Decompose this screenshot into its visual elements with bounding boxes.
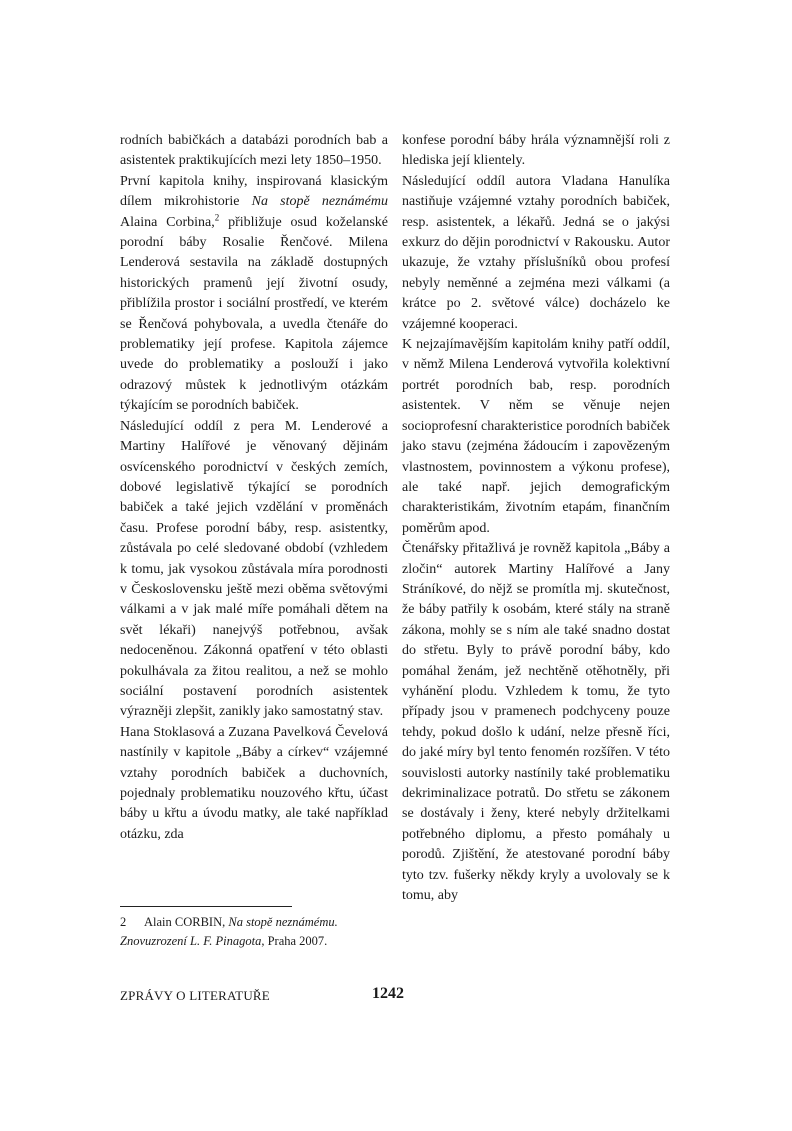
footnote-reference: 2	[214, 211, 220, 222]
footnote-publication: , Praha 2007.	[261, 934, 328, 948]
footnote-title-italic: Na stopě neznámému. Znovuzrození L. F. Pinagota	[120, 915, 338, 948]
paragraph: Čtenářsky přitažlivá je rovněž kapitola „Báby a zločin“ autorek Martiny Halířové a Jany Stráníkové, do nějž se promítla mj. skutečnost, že báby patřily k osobám, které stály na straně zákona, mohly se s ním ale také snadno dostat do střetu. Byly to právě porodní báby, kdo pomáhal ženám, jež nechtěně otěhotněly, při vyhánění plodu. Vzhledem k tomu, že tyto případy jsou v pramenech podchyceny pouze tehdy, pokud došlo k udání, nelze přesně říci, do jaké míry byl tento fenomén rozšířen. V této souvislosti autorky nastínily také problematiku dekriminalizace potratů. Do střetu se zákonem se dostávaly i ženy, které nebyly držitelkami potřebného diplomu, a přesto pomáhaly u porodů. Zjištění, že atestované porodní báby tyto tzv. fušerky někdy kryly a uvolovaly se k tomu, aby	[402, 541, 670, 904]
footnote-number: 2	[120, 915, 127, 929]
text-run: přibližuje osud koželanské porodní báby Rosalie Řenčové. Milena Lenderová sestavila na základě dostupných historických pramenů její životní osudy, přiblížila prostor i sociální prostředí, ve kterém se Řenčová pohybovala, a uvedla čtenáře do problematiky její profese. Kapitola zájemce uvede do problematiky a poslouží i jako odrazový můstek k jednotlivým otázkám týkajícím se porodních babiček.	[120, 214, 389, 414]
page-number: 1242	[372, 985, 404, 1002]
running-title: ZPRÁVY O LITERATUŘE	[120, 988, 270, 1003]
paragraph-first-chapter	[120, 172, 388, 417]
footnote-divider	[120, 906, 292, 907]
paragraph: Následující oddíl z pera M. Lenderové a Martiny Halířové je věnovaný dějinám osvícenského porodnictví v českých zemích, dobové legislativě týkající se porodních babiček a také jejich vzdělání v proměnách času. Profese porodní báby, resp. asistentky, zůstávala po celé sledované období (vzhledem k tomu, jak vysokou zůstávala míra porodnosti v Československu ještě mezi oběma světovými válkami a v jak malé míře pomáhali dětem na svět lékaři) nanejvýš potřebnou, avšak nedoceněnou. Zákonná opatření v této oblasti pokulhávala za žitou realitou, a než se mohlo sociální postavení porodních asistentek výrazněji zlepšit, zanikly jako samostatný stav.	[120, 418, 388, 720]
left-text-column	[120, 131, 388, 845]
paragraph: Hana Stoklasová a Zuzana Pavelková Čevelová nastínily v kapitole „Báby a církev“ vzájemné vztahy porodních babiček a duchovních, pojednaly problematiku nouzového křtu, účast báby u křtu a úvodu matky, ale také například otázku, zda	[120, 724, 388, 842]
paragraph: rodních babičkách a databázi porodních bab a asistentek praktikujících mezi lety 1850–1950.	[120, 133, 388, 169]
book-title-italic: Na stopě neznámému	[251, 194, 388, 210]
footnote	[120, 913, 388, 951]
text-run: Alaina Corbina,	[120, 214, 215, 230]
text-run: První kapitola knihy, inspirovaná klasickým dílem mikrohistorie	[120, 173, 388, 210]
footnote-author: Alain CORBIN,	[144, 915, 229, 929]
paragraph: K nejzajímavějším kapitolám knihy patří oddíl, v němž Milena Lenderová vytvořila kolektivní portrét porodních bab, resp. porodních asistentek. V něm se věnuje nejen socioprofesní charakteristice porodních babiček jako stavu (zejména žádoucím i zapovězeným vlastnostem, povinnostem a výkonu profese), ale také např. jejich demografickým charakteristikám, životním etapám, finančním poměrům apod.	[402, 337, 670, 536]
paragraph: konfese porodní báby hrála významnější roli z hlediska její klientely.	[402, 133, 670, 169]
paragraph: Následující oddíl autora Vladana Hanulíka nastiňuje vzájemné vztahy porodních babiček, resp. asistentek, a lékařů. Jedná se o jakýsi exkurz do dějin porodnictví v Rakousku. Autor ukazuje, že vztahy příslušníků obou profesí nebyly neměnné a zejména mezi válkami (a krátce po 2. světové válce) docházelo ke vzájemné kooperaci.	[402, 173, 670, 332]
right-text-column	[402, 131, 670, 906]
